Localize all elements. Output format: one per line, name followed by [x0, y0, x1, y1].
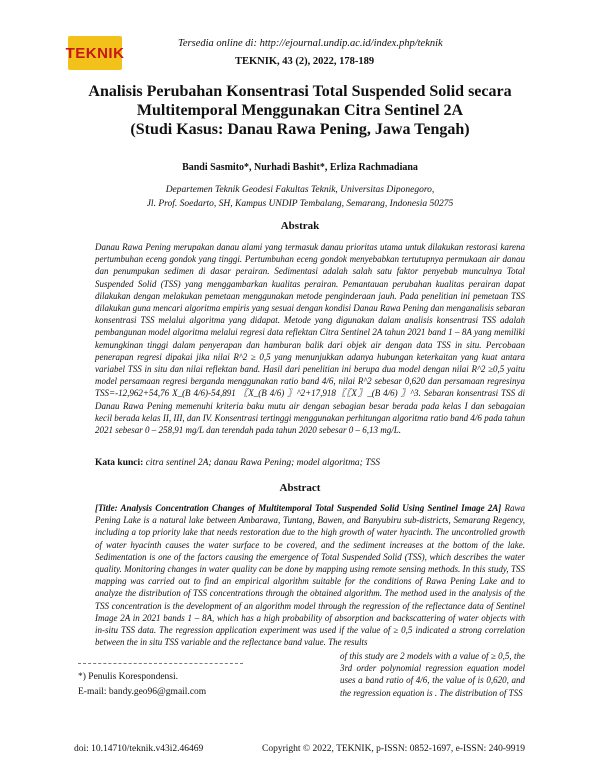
keywords-label: Kata kunci:: [95, 458, 144, 468]
affiliation: [60, 183, 540, 211]
abstract-title-label: [Title: Analysis Concentration Changes of Multitemporal Total Suspended Solid Using Sentinel Image 2A]: [95, 503, 502, 513]
affiliation-line-1: Departemen Teknik Geodesi Fakultas Teknik, Universitas Diponegoro,: [165, 185, 435, 195]
authors: Bandi Sasmito*, Nurhadi Bashit*, Erliza Rachmadiana: [182, 162, 418, 173]
footer-doi: doi: 10.14710/teknik.v43i2.46469: [74, 744, 204, 754]
title-line-2: Multitemporal Menggunakan Citra Sentinel 2A: [136, 102, 464, 119]
affiliation-line-2: Jl. Prof. Soedarto, SH, Kampus UNDIP Tembalang, Semarang, Indonesia 50275: [146, 199, 454, 209]
footnote-corresponding: *) Penulis Korespondensi.: [78, 672, 179, 682]
title-line-3: (Studi Kasus: Danau Rawa Pening, Jawa Tengah): [130, 121, 470, 138]
abstract-continuation: of this study are 2 models with a value of ≥ 0,5, the 3rd order polynomial regression equation model uses a band ratio of 4/6, the value of is 0,620, and the regression equation is . The distribution of TSS: [340, 651, 525, 698]
abstrak-heading: Abstrak: [280, 220, 320, 232]
abstract-heading: Abstract: [279, 482, 321, 494]
abstract-text: [95, 502, 525, 648]
keywords-value: citra sentinel 2A; danau Rawa Pening; model algoritma; TSS: [145, 458, 380, 468]
title-line-1: Analisis Perubahan Konsentrasi Total Suspended Solid secara: [88, 83, 512, 100]
footnote-divider: [78, 663, 243, 664]
abstract-body: Rawa Pening Lake is a natural lake between Ambarawa, Tuntang, Bawen, and Banyubiru sub-districts, Semarang Regency, including a top priority lake that needs restoration due to the high growth of water hyacinth. The uncontrolled growth of water hyacinth causes the water surface to be covered, and the sediment increases at the bottom of the lake. Sedimentation is one of the factors causing the emergence of Total Suspended Solid (TSS), which describes the water quality. Monitoring changes in water quality can be done by mapping using remote sensing methods. In this study, TSS mapping was carried out to find an empirical algorithm suitable for the conditions of Rawa Pening Lake and to analyze the distribution of TSS concentrations through the obtained algorithm. The method used in the analysis of the TSS concentration is the development of an algorithm model through the regression of the reflectance data of Sentinel Image 2A in 2021 bands 1 – 8A, which has a high probability of absorption and backscattering of water objects with in-situ TSS data. The regression application experiment was used if the value of ≥ 0,5 indicated a strong correlation between the in situ TSS variable and the reflectance band value. The results: [95, 503, 525, 648]
keywords: [95, 458, 525, 468]
journal-reference: TEKNIK, 43 (2), 2022, 178-189: [235, 56, 375, 67]
paper-title: [60, 82, 540, 139]
footer-copyright: Copyright © 2022, TEKNIK, p-ISSN: 0852-1697, e-ISSN: 240-9919: [262, 744, 526, 754]
logo-text: TEKNIK: [65, 44, 125, 62]
abstrak-text: Danau Rawa Pening merupakan danau alami yang termasuk danau prioritas utama untuk dilakukan restorasi karena pertumbuhan eceng gondok yang tinggi. Pertumbuhan eceng gondok menyebabkan tertutupnya permukaan air danau dan penumpukan sedimen di dasar perairan. Sedimentasi adalah salah satu faktor penyebab munculnya Total Suspended Solid (TSS) yang menggambarkan kualitas perairan. Pemantauan perubahan kualitas perairan dapat dilakukan dengan melakukan pemetaan menggunakan metode penginderaan jauh. Pada penelitian ini pemetaan TSS dilakukan guna mencari algoritma empiris yang sesuai dengan kondisi Danau Rawa Pening dan menganalisis sebaran konsentrasi TSS melalui algoritma yang didapat. Metode yang digunakan dalam analisis konsentrasi TSS adalah pembangunan model algoritma melalui regresi data reflektan Citra Sentinel 2A tahun 2021 band 1 – 8A yang memiliki kemungkinan tinggi dalam penyerapan dan hamburan balik dari objek air dengan data TSS in situ. Percobaan penerapan regresi dipakai jika nilai R^2 ≥ 0,5 yang menunjukkan adanya hubungan keterkaitan yang kuat antara variabel TSS in situ dan nilai reflektan band. Hasil dari penelitian ini berupa dua model dengan nilai R^2 ≥0,5 yaitu model persamaan regresi berganda menggunakan ratio band 4/6, nilai R^2 sebesar 0,620 dan persamaan regresinya TSS=-12,962+54,76 X_(B 4/6)-54,891 〖X_(B 4/6) 〗^2+17,918〖〖X〗_(B 4/6) 〗^3. Sebaran konsentrasi TSS di Danau Rawa Pening memenuhi kriteria baku mutu air dengan sebagian besar berada pada kelas I dan sebagaian kecil berada kelas II, III, dan IV. Konsentrasi tertinggi menggunakan perhitungan algoritma ratio band 4/6 pada tahun 2021 sebesar 0 – 258,91 mg/L dan terendah pada tahun 2020 sebesar 0 – 6,13 mg/L.: [95, 242, 525, 436]
availability-line: Tersedia online di: http://ejournal.undip.ac.id/index.php/teknik: [178, 38, 443, 49]
journal-logo: [65, 36, 125, 70]
footnote-email: E-mail: bandy.geo96@gmail.com: [78, 687, 207, 697]
